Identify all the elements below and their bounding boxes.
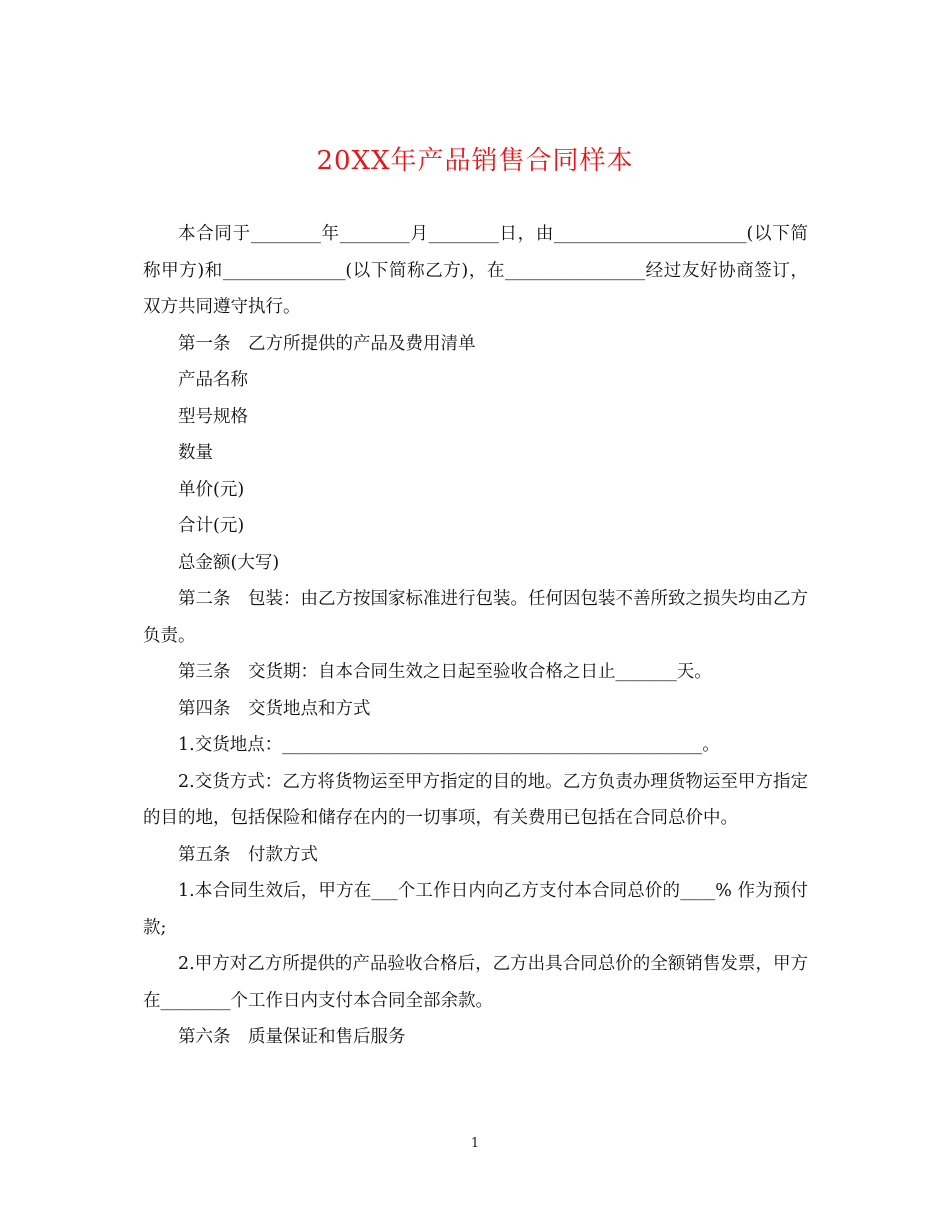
paragraph-intro: 本合同于________年________月________日，由______________________(以下简称甲方)和______________(以下简称乙方)，在________________经过友好协商签订，双方共同遵守执行。 [143, 224, 808, 317]
document-title: 20XX年产品销售合同样本 [316, 146, 634, 176]
document-body [143, 216, 808, 1056]
clause-5-heading: 第五条 付款方式 [178, 844, 318, 865]
list-item-unit-price: 单价(元) [178, 479, 245, 500]
clause-5-final-payment: 2.甲方对乙方所提供的产品验收合格后，乙方出具合同总价的全额销售发票，甲方在________个工作日内支付本合同全部余款。 [143, 954, 808, 1011]
clause-4-delivery-place: 1.交货地点：________________________________________________。 [178, 735, 720, 755]
clause-6-heading: 第六条 质量保证和售后服务 [178, 1027, 406, 1047]
list-item-quantity: 数量 [178, 443, 213, 463]
clause-5-prepayment: 1.本合同生效后，甲方在___个工作日内向乙方支付本合同总价的____% 作为预付款; [143, 881, 808, 938]
page-number: 1 [470, 1136, 480, 1151]
clause-3-delivery-period: 第三条 交货期：自本合同生效之日起至验收合格之日止_______天。 [178, 662, 712, 682]
clause-4-heading: 第四条 交货地点和方式 [178, 698, 371, 719]
clause-4-delivery-method: 2.交货方式：乙方将货物运至甲方指定的目的地。乙方负责办理货物运至甲方指定的目的地，包括保险和储存在内的一切事项，有关费用已包括在合同总价中。 [143, 771, 808, 828]
list-item-product-name: 产品名称 [178, 370, 248, 390]
list-item-model-spec: 型号规格 [178, 406, 248, 427]
clause-1-heading: 第一条 乙方所提供的产品及费用清单 [178, 333, 476, 354]
list-item-total-amount: 总金额(大写) [178, 552, 280, 573]
clause-2-packaging: 第二条 包装：由乙方按国家标准进行包装。任何因包装不善所致之损失均由乙方负责。 [143, 589, 808, 646]
list-item-subtotal: 合计(元) [178, 516, 245, 536]
